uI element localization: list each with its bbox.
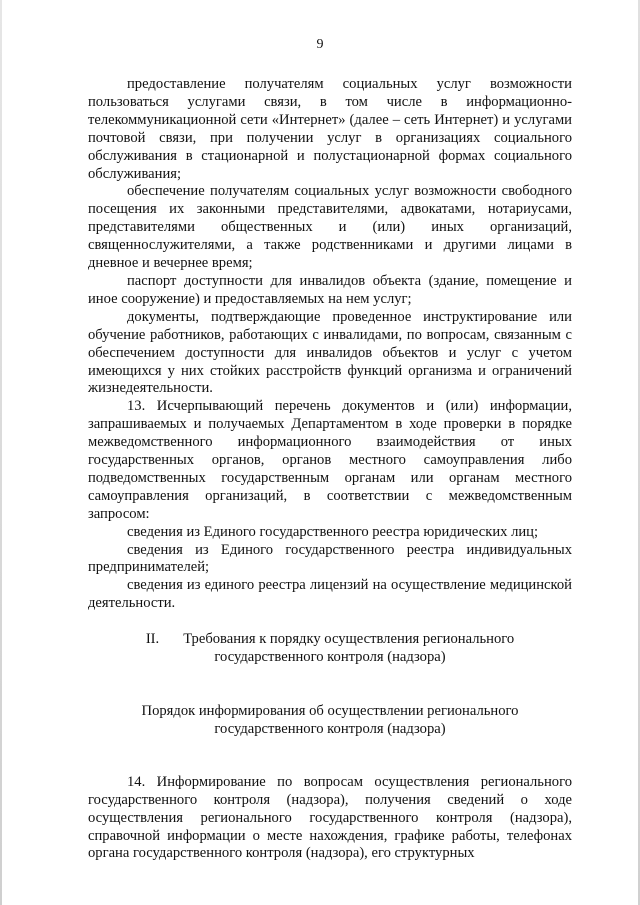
paragraph-visiting-access: обеспечение получателям социальных услуг возможности свободного посещения их законными представителями, адвокатами, нотариусами, представителями общественных и (или) иных организаций, священнослужителями, а также родственниками и другими лицами в дневное и вечернее время; — [88, 183, 572, 272]
subsection-title-line2: государственного контроля (надзора) — [214, 720, 446, 737]
subsection-heading — [88, 703, 572, 739]
paragraph-13: 13. Исчерпывающий перечень документов и (или) информации, запрашиваемых и получаемых Департаментом в ходе проверки в порядке межведомственного информационного взаимодействия от иных государственных органов, органов местного самоуправления либо подведомственных государственным органам или органам местного самоуправления организаций, в соответствии с межведомственным запросом: — [88, 398, 572, 522]
paragraph-accessibility-passport: паспорт доступности для инвалидов объекта (здание, помещение и иное сооружение) и предоставляемых на нем услуг; — [88, 272, 572, 307]
section-title-line1: Требования к порядку осуществления регионального — [183, 631, 515, 648]
page-number: 9 — [316, 37, 324, 52]
paragraph-communication-access: предоставление получателям социальных услуг возможности пользоваться услугами связи, в том числе в информационно-телекоммуникационной сети «Интернет» (далее – сеть Интернет) и услугами почтовой связи, при получении услуг в организациях социального обслуживания в стационарной и полустационарной формах социального обслуживания; — [88, 76, 572, 182]
paragraph-14: 14. Информирование по вопросам осуществления регионального государственного контроля (надзора), получения сведений о ходе осуществления регионального государственного контроля (надзора), справочной информации о месте нахождения, графике работы, телефонах органа государственного контроля (надзора), его структурных — [88, 773, 572, 862]
section-heading — [88, 631, 572, 667]
section-heading-line1 — [88, 631, 572, 649]
list-item-legal-entities-registry: сведения из Единого государственного реестра юридических лиц; — [127, 523, 539, 540]
scan-edge-left — [0, 0, 2, 905]
document-body — [88, 76, 572, 863]
subsection-title-line1: Порядок информирования об осуществлении регионального — [141, 703, 519, 719]
list-item-entrepreneurs-registry: сведения из Единого государственного реестра индивидуальных предпринимателей; — [88, 541, 572, 576]
list-item-licenses-registry: сведения из единого реестра лицензий на осуществление медицинской деятельности. — [88, 577, 572, 612]
section-number: II. — [145, 631, 160, 648]
section-title-line2: государственного контроля (надзора) — [214, 649, 446, 666]
paragraph-staff-training: документы, подтверждающие проведенное инструктирование или обучение работников, работающих с инвалидами, по вопросам, связанным с обеспечением доступности для инвалидов объектов и услуг с учетом имеющихся у них стойких расстройств функций организма и ограничений жизнедеятельности. — [88, 308, 572, 397]
